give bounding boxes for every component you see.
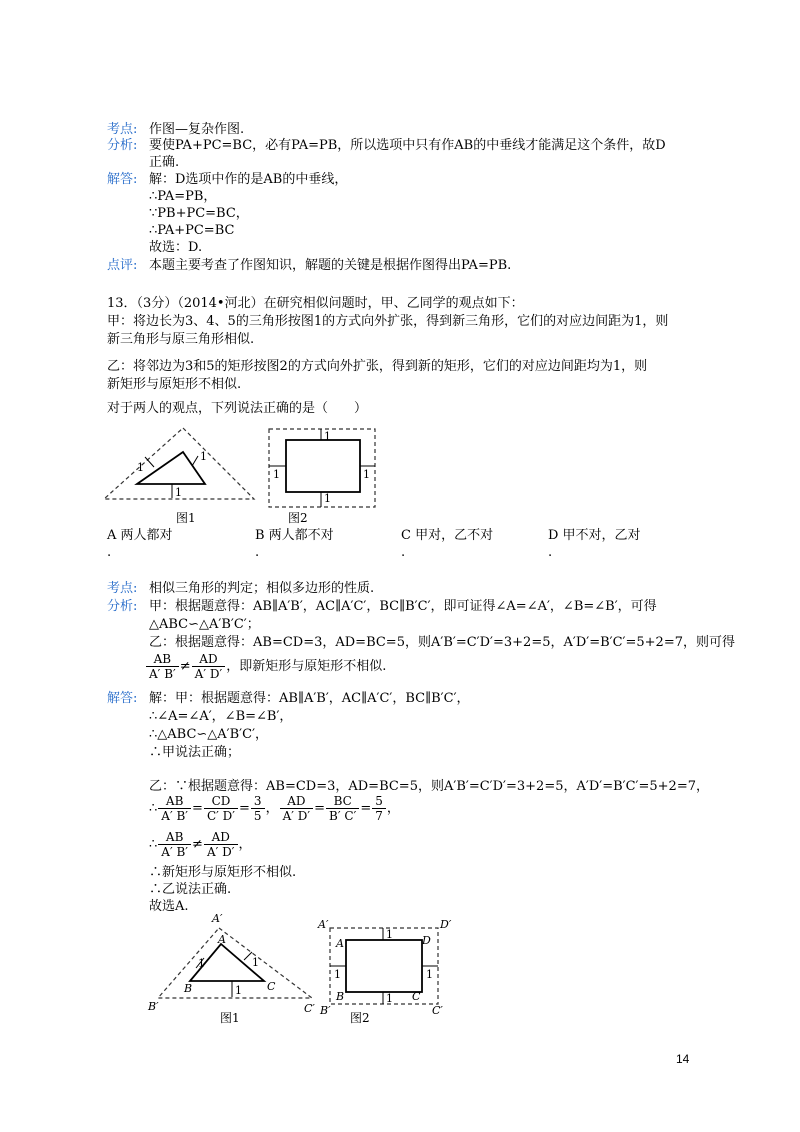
jieda-line: 故选：D. [149, 240, 203, 255]
kaodian-text: 作图—复杂作图. [149, 122, 245, 137]
vertex-label: B′ [148, 1000, 159, 1013]
question-figure-2 [264, 424, 380, 528]
vertex-label: B [184, 982, 193, 995]
vertex-label: A [218, 933, 226, 946]
vertex-label: D′ [440, 918, 452, 931]
answer-jieda-line: ∴∠A=∠A′，∠B=∠B′， [149, 709, 293, 724]
question-yi: 乙：将邻边为3和5的矩形按图2的方式向外扩张，得到新的矩形，它们的对应边间距均为1，则 [107, 359, 648, 374]
fenxi-line: 正确. [149, 155, 180, 170]
question-yi: 新矩形与原矩形不相似. [107, 377, 242, 392]
question-jia: 甲：将边长为3、4、5的三角形按图1的方式向外扩张，得到新三角形，它们的对应边间距为1，则 [107, 314, 669, 329]
fig2-caption: 图2 [288, 511, 308, 525]
vertex-label: B′ [320, 1004, 331, 1017]
fenxi-label: 分析: [107, 138, 138, 153]
fig-mark: 1 [273, 468, 280, 481]
fraction: $\frac{AB}{A' B'}$ [158, 830, 191, 859]
fig1-caption: 图1 [176, 511, 196, 525]
answer-jieda-line: 解：甲：根据题意得：AB∥A′B′，AC∥A′C′，BC∥B′C′， [149, 691, 470, 706]
answer-eq1: ∴ $\frac{AB}{A' B'}$ = $\frac{CD}{C' D'}$ = $\frac{3}{5}$ ， $\frac{AD}{A' D'}$ = $\frac{BC}{B' C'}$ = $\frac{5}{7}$ ， [149, 794, 400, 823]
fig-mark: 1 [426, 968, 433, 981]
dianping-text: 本题主要考查了作图知识，解题的关键是根据作图得出PA=PB. [149, 258, 512, 273]
option-c[interactable]: C 甲对，乙不对 [401, 528, 494, 543]
option-dot: . [401, 545, 406, 560]
fig-mark: 1 [324, 430, 331, 443]
vertex-label: C′ [304, 1002, 315, 1015]
jieda-line: ∴PA=PB， [149, 189, 217, 204]
fraction: $\frac{5}{7}$ [372, 794, 386, 823]
fig-mark: 1 [200, 450, 207, 463]
fig-mark: 1 [386, 928, 393, 941]
question-figure-1 [100, 424, 260, 528]
answer-eq2: ∴ $\frac{AB}{A' B'}$ ≠ $\frac{AD}{A' D'}$ ， [149, 830, 252, 859]
page-number: 14 [676, 1052, 690, 1066]
dianping-label: 点评: [107, 258, 138, 273]
fraction: $\frac{AD}{A' D'}$ [192, 652, 226, 681]
question-stem: 13．（3分）（2014•河北）在研究相似问题时，甲、乙同学的观点如下： [107, 296, 524, 311]
fraction: $\frac{AB}{A' B'}$ [158, 794, 191, 823]
vertex-label: A [336, 937, 344, 950]
answer-jieda-line: 故选A. [149, 899, 189, 914]
fraction: $\frac{AB}{A' B'}$ [146, 652, 179, 681]
vertex-label: B [336, 990, 345, 1003]
answer-fenxi-line: 乙：根据题意得：AB=CD=3，AD=BC=5，则A′B′=C′D′=3+2=5，A′D′=B′C′=5+2=7，则可得 [149, 635, 735, 650]
fig-mark: 1 [324, 492, 331, 505]
fig-mark: 1 [334, 968, 341, 981]
answer-figure-2 [316, 914, 456, 1026]
fraction: $\frac{CD}{C' D'}$ [204, 794, 238, 823]
vertex-label: D [422, 934, 431, 947]
fig2-caption: 图2 [350, 1011, 370, 1025]
vertex-label: A′ [212, 912, 223, 925]
fig-mark: 1 [386, 992, 393, 1005]
answer-jieda-line: ∴△ABC∽△A′B′C′， [149, 727, 269, 742]
answer-fenxi-fraction-line: $\frac{AB}{A' B'}$ ≠ $\frac{AD}{A' D'}$ ，即新矩形与原矩形不相似. [145, 652, 386, 681]
vertex-label: C [267, 980, 276, 993]
option-a[interactable]: A 两人都对 [107, 528, 173, 543]
answer-jieda-line: 乙：∵根据题意得：AB=CD=3，AD=BC=5，则A′B′=C′D′=3+2=5，A′D′=B′C′=5+2=7， [149, 779, 709, 794]
vertex-label: C [412, 990, 421, 1003]
question-ask: 对于两人的观点，下列说法正确的是（ ） [107, 401, 368, 416]
fraction: $\frac{3}{5}$ [251, 794, 265, 823]
fraction: $\frac{AD}{A' D'}$ [204, 830, 238, 859]
option-dot: . [107, 545, 112, 560]
option-b[interactable]: B 两人都不对 [255, 528, 334, 543]
option-d[interactable]: D 甲不对，乙对 [548, 528, 641, 543]
fig-mark: 1 [363, 468, 370, 481]
jieda-label: 解答: [107, 172, 138, 187]
fig-mark: 1 [175, 486, 182, 499]
answer-fenxi-label: 分析: [107, 599, 138, 614]
fig-mark: 1 [235, 984, 242, 997]
vertex-label: A′ [318, 918, 329, 931]
fig-mark: 1 [252, 956, 259, 969]
fig1-caption: 图1 [220, 1011, 240, 1025]
answer-kaodian-text: 相似三角形的判定；相似多边形的性质. [149, 581, 375, 596]
answer-figure-1 [144, 910, 324, 1026]
answer-jieda-line: ∴甲说法正确； [149, 745, 241, 760]
jieda-line: 解：D选项中作的是AB的中垂线， [149, 172, 348, 187]
option-dot: . [548, 545, 553, 560]
answer-fenxi-line: 甲：根据题意得：AB∥A′B′，AC∥A′C′，BC∥B′C′，即可证得∠A=∠A′，∠B=∠B′，可得 [149, 599, 657, 614]
kaodian-label: 考点: [107, 122, 138, 137]
question-jia: 新三角形与原三角形相似. [107, 332, 255, 347]
jieda-line: ∵PB+PC=BC， [149, 206, 249, 221]
jieda-line: ∴PA+PC=BC [149, 223, 235, 238]
answer-jieda-label: 解答: [107, 691, 138, 706]
fig-mark: 1 [137, 461, 144, 474]
answer-jieda-line: ∴乙说法正确. [149, 882, 232, 897]
vertex-label: C′ [432, 1004, 443, 1017]
fraction: $\frac{BC}{B' C'}$ [326, 794, 359, 823]
option-dot: . [255, 545, 260, 560]
answer-jieda-line: ∴新矩形与原矩形不相似. [149, 865, 297, 880]
fraction: $\frac{AD}{A' D'}$ [280, 794, 314, 823]
fig-mark: 1 [198, 957, 205, 970]
answer-kaodian-label: 考点: [107, 581, 138, 596]
fenxi-line: 要使PA+PC=BC，必有PA=PB，所以选项中只有作AB的中垂线才能满足这个条件，故D [149, 138, 666, 153]
answer-fenxi-line: △ABC∽△A′B′C′； [149, 617, 260, 632]
